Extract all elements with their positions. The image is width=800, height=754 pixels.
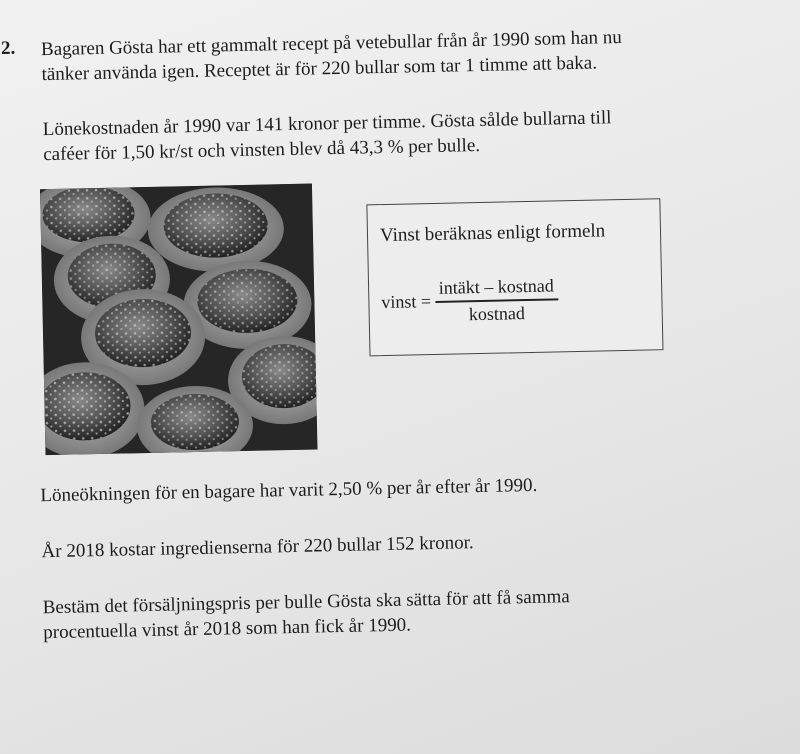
task-line-1: Bestäm det försäljningspris per bulle Gösta ska sätta för att få samma <box>42 586 570 619</box>
profit-formula <box>381 275 559 326</box>
wage-increase-text: Löneökningen för en bagare har varit 2,50 % per år efter år 1990. <box>40 474 538 507</box>
buns-photo <box>40 184 318 456</box>
wage-paragraph <box>42 105 612 167</box>
formula-numerator: intäkt – kostnad <box>438 275 554 298</box>
formula-fraction <box>435 275 559 325</box>
wage-line-2: caféer för 1,50 kr/st och vinsten blev då 43,3 % per bulle. <box>43 134 481 166</box>
formula-intro: Vinst beräknas enligt formeln <box>379 220 606 247</box>
task-paragraph <box>42 584 570 645</box>
wage-line-1: Lönekostnaden år 1990 var 141 kronor per timme. Gösta sålde bullarna till <box>42 107 612 141</box>
intro-line-2: tänker använda igen. Receptet är för 220 bullar som tar 1 timme att baka. <box>41 52 598 86</box>
formula-lhs: vinst = <box>381 291 432 313</box>
task-line-2: procentuella vinst år 2018 som han fick år 1990. <box>43 614 412 644</box>
question-number: 2. <box>0 37 16 59</box>
intro-line-1: Bagaren Gösta har ett gammalt recept på vetebullar från år 1990 som han nu <box>40 26 623 61</box>
formula-denominator: kostnad <box>468 302 526 324</box>
formula-box <box>366 198 663 356</box>
ingredients-text: År 2018 kostar ingredienserna för 220 bullar 152 kronor. <box>41 532 474 563</box>
intro-paragraph <box>41 25 623 87</box>
